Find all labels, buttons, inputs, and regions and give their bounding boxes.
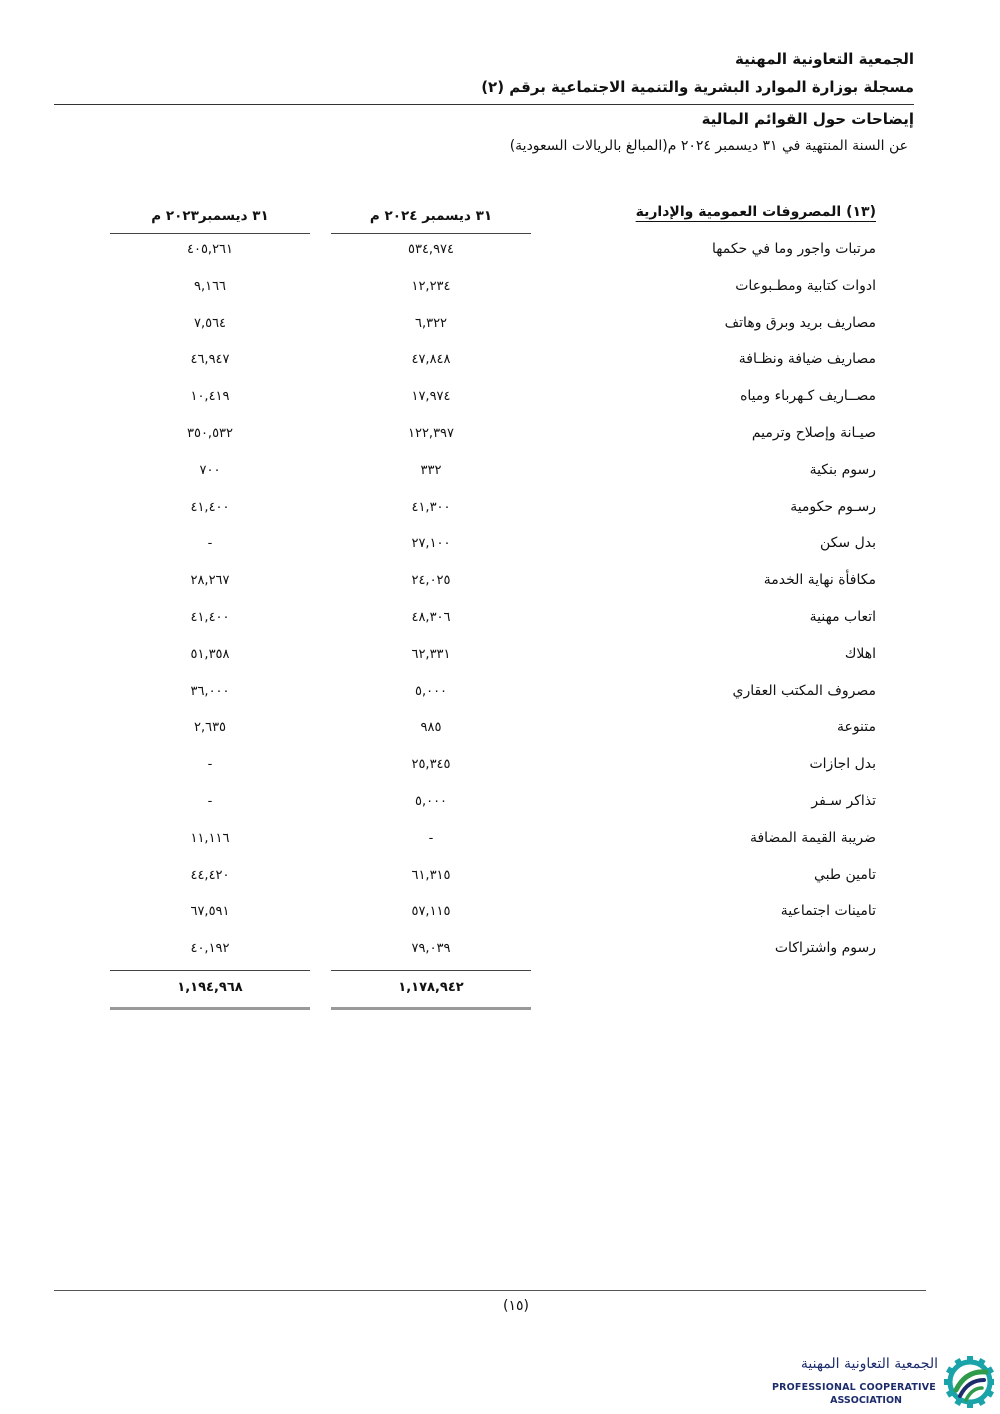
row-value-2024: ٦٢,٣٣١ (411, 646, 451, 662)
row-value-2024: ٦,٣٢٢ (414, 315, 448, 331)
table-row (0, 563, 1000, 600)
row-value-2024: ٢٤,٠٢٥ (411, 573, 451, 589)
row-value-2024: ٥,٠٠٠ (414, 683, 448, 699)
total-2024: ١,١٧٨,٩٤٢ (398, 980, 464, 995)
row-value-2023: ٧٠٠ (199, 462, 221, 478)
logo-english-line2: ASSOCIATION (830, 1395, 902, 1406)
total-2023: ١,١٩٤,٩٦٨ (177, 980, 243, 995)
row-value-2023: ٥١,٣٥٨ (190, 646, 230, 662)
row-value-2024: ٤٧,٨٤٨ (411, 352, 451, 368)
row-value-2024: ٩٨٥ (420, 720, 442, 736)
row-label: بدل اجازات (809, 756, 876, 773)
row-label: مكافأة نهاية الخدمة (763, 572, 876, 589)
row-value-2024: ١٢٢,٣٩٧ (407, 425, 455, 441)
total-rule-top-2023 (110, 970, 310, 971)
row-label: رسوم واشتراكات (774, 940, 876, 957)
row-value-2023: - (207, 757, 213, 773)
row-label: مصاريف بريد وبرق وهاتف (724, 314, 876, 331)
notes-title: إيضاحات حول القوائم المالية (701, 110, 914, 128)
logo-arabic-text: الجمعية التعاونية المهنية (800, 1356, 938, 1372)
table-row (0, 490, 1000, 527)
table-row (0, 674, 1000, 711)
total-rule-bottom-2023 (110, 1007, 310, 1010)
total-rule-top-2024 (331, 970, 531, 971)
period-subtitle: عن السنة المنتهية في ٣١ ديسمبر ٢٠٢٤ م(المبالغ بالريالات السعودية) (509, 138, 908, 154)
row-value-2024: ١٧,٩٧٤ (411, 389, 451, 405)
table-row (0, 453, 1000, 490)
row-value-2023: ٤٠٥,٢٦١ (186, 242, 234, 257)
row-label: متنوعة (836, 719, 876, 736)
row-value-2023: ٦٧,٥٩١ (190, 904, 230, 920)
section-title: (١٣) المصروفات العمومية والإدارية (635, 204, 876, 220)
row-value-2024: ٣٣٢ (420, 462, 442, 478)
row-value-2023: - (207, 536, 213, 552)
row-value-2024: ٤١,٣٠٠ (411, 499, 451, 515)
row-value-2024: ٥,٠٠٠ (414, 793, 448, 809)
table-row (0, 342, 1000, 379)
table-row (0, 600, 1000, 637)
row-value-2024: - (428, 830, 434, 846)
row-label: ادوات كتابية ومطـبوعات (735, 277, 876, 294)
expense-table-body (0, 232, 1000, 968)
row-label: رسـوم حكومية (790, 498, 876, 515)
table-row (0, 232, 1000, 269)
table-row (0, 931, 1000, 968)
table-row (0, 894, 1000, 931)
column-header-2024: ٣١ ديسمبر ٢٠٢٤ م (369, 208, 493, 224)
row-label: بدل سكن (820, 535, 876, 552)
row-label: تامينات اجتماعية (780, 903, 876, 920)
table-row (0, 379, 1000, 416)
row-value-2023: ١١,١١٦ (190, 830, 230, 846)
table-row (0, 710, 1000, 747)
row-value-2023: ٢٨,٢٦٧ (190, 573, 230, 589)
organization-name: الجمعية التعاونية المهنية (734, 50, 914, 68)
footer-divider (54, 1290, 926, 1291)
table-row (0, 416, 1000, 453)
row-value-2024: ٤٨,٣٠٦ (411, 609, 451, 625)
logo-english-line1: PROFESSIONAL COOPERATIVE (771, 1382, 936, 1393)
table-row (0, 821, 1000, 858)
row-value-2023: ٧,٥٦٤ (193, 315, 227, 331)
association-logo (771, 1352, 994, 1410)
row-value-2023: ٤٤,٤٢٠ (190, 867, 230, 883)
row-label: تذاكر سـفر (811, 792, 876, 809)
row-label: صيـانة وإصلاح وترميم (751, 424, 876, 441)
table-row (0, 269, 1000, 306)
row-label: مرتبات واجور وما في حكمها (712, 241, 876, 257)
row-label: مصروف المكتب العقاري (732, 682, 876, 699)
column-header-2023: ٣١ ديسمبر٢٠٢٣ م (151, 208, 269, 224)
table-row (0, 747, 1000, 784)
total-rule-bottom-2024 (331, 1007, 531, 1010)
row-label: رسوم بنكية (809, 461, 876, 478)
row-value-2023: ١٠,٤١٩ (190, 389, 230, 405)
row-label: تامين طبي (813, 866, 876, 883)
table-row (0, 858, 1000, 895)
row-label: اهلاك (844, 645, 876, 662)
row-value-2024: ٥٧,١١٥ (411, 904, 451, 920)
row-value-2024: ٦١,٣١٥ (411, 867, 451, 883)
row-value-2023: ٤٦,٩٤٧ (190, 352, 230, 368)
table-row (0, 637, 1000, 674)
row-value-2023: ٣٥٠,٥٣٢ (186, 425, 234, 441)
gear-emblem-icon (942, 1354, 994, 1410)
row-value-2023: - (207, 793, 213, 809)
row-label: اتعاب مهنية (809, 608, 876, 625)
row-value-2023: ٤١,٤٠٠ (190, 499, 230, 515)
row-value-2024: ٥٣٤,٩٧٤ (407, 242, 455, 257)
row-label: ضريبة القيمة المضافة (749, 829, 876, 846)
registration-text: مسجلة بوزارة الموارد البشرية والتنمية الاجتماعية برقم (٢) (481, 78, 914, 96)
table-row (0, 784, 1000, 821)
row-value-2023: ٤٠,١٩٢ (190, 941, 230, 957)
row-value-2023: ٢,٦٣٥ (193, 720, 227, 736)
row-label: مصــاريف كـهرباء ومياه (740, 388, 876, 405)
row-value-2024: ١٢,٢٣٤ (411, 278, 451, 294)
row-value-2024: ٧٩,٠٣٩ (411, 941, 451, 957)
table-row (0, 526, 1000, 563)
row-value-2023: ٩,١٦٦ (193, 278, 227, 294)
row-value-2024: ٢٧,١٠٠ (411, 536, 451, 552)
row-value-2024: ٢٥,٣٤٥ (411, 757, 451, 773)
page-number: (١٥) (503, 1298, 529, 1314)
row-value-2023: ٤١,٤٠٠ (190, 609, 230, 625)
table-row (0, 306, 1000, 343)
header-divider (54, 104, 914, 105)
row-value-2023: ٣٦,٠٠٠ (190, 683, 230, 699)
row-label: مصاريف ضيافة ونظـافة (738, 351, 876, 368)
